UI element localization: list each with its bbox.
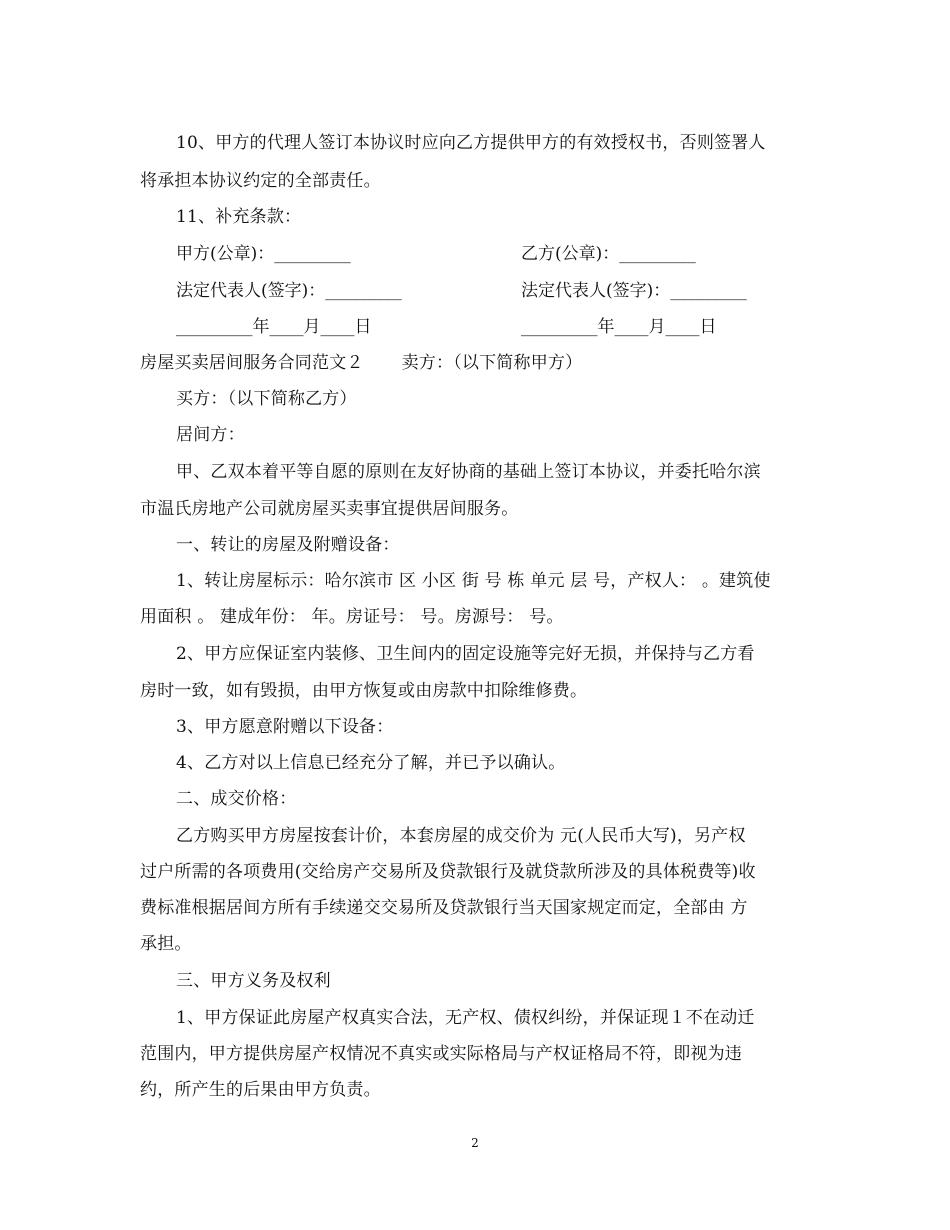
paragraph-line: 范围内，甲方提供房屋产权情况不真实或实际格局与产权证格局不符，即视为违 xyxy=(140,1044,742,1064)
paragraph-line: 3、甲方愿意附赠以下设备： xyxy=(176,717,394,737)
paragraph-line: 1、转让房屋标示：哈尔滨市 区 小区 街 号 栋 单元 层 号，产权人： 。建筑使 xyxy=(176,571,771,591)
page-number: 2 xyxy=(471,1136,479,1150)
paragraph-line: 房时一致，如有毁损，由甲方恢复或由房款中扣除维修费。 xyxy=(140,681,588,701)
paragraph-line: 将承担本协议约定的全部责任。 xyxy=(140,171,381,191)
paragraph-line: 甲、乙双本着平等自愿的原则在友好协商的基础上签订本协议，并委托哈尔滨 xyxy=(176,462,761,482)
seller-label: 卖方：（以下简称甲方） xyxy=(401,353,583,373)
paragraph-line: 过户所需的各项费用(交给房产交易所及贷款银行及就贷款所涉及的具体税费等)收 xyxy=(140,862,756,882)
section-heading: 一、转让的房屋及附赠设备： xyxy=(176,535,400,555)
party-b-representative-field: 法定代表人(签字)：_________ xyxy=(521,281,747,301)
intermediary-label: 居间方： xyxy=(176,425,245,445)
paragraph-line: 市温氏房地产公司就房屋买卖事宜提供居间服务。 xyxy=(140,499,519,519)
section-heading: 二、成交价格： xyxy=(176,789,297,809)
party-b-seal-field: 乙方(公章)：_________ xyxy=(521,244,696,264)
section-heading: 11、补充条款： xyxy=(176,207,302,227)
paragraph-line: 2、甲方应保证室内装修、卫生间内的固定设施等完好无损，并保持与乙方看 xyxy=(176,644,755,664)
party-b-date-field: _________年____月____日 xyxy=(521,317,717,337)
paragraph-line: 用面积 。 建成年份： 年。房证号： 号。房源号： 号。 xyxy=(140,607,564,627)
party-a-representative-field: 法定代表人(签字)：_________ xyxy=(176,281,402,301)
paragraph-line: 1、甲方保证此房屋产权真实合法，无产权、债权纠纷，并保证现１不在动迁 xyxy=(176,1008,755,1028)
paragraph-line: 承担。 xyxy=(140,934,192,954)
party-a-date-field: _________年____月____日 xyxy=(176,317,372,337)
paragraph-line: 乙方购买甲方房屋按套计价，本套房屋的成交价为 元(人民币大写)，另产权 xyxy=(176,826,746,846)
section-heading: 三、甲方义务及权利 xyxy=(176,971,331,991)
party-a-seal-field: 甲方(公章)：_________ xyxy=(176,244,351,264)
buyer-label: 买方：（以下简称乙方） xyxy=(176,389,357,409)
paragraph-line: 10、甲方的代理人签订本协议时应向乙方提供甲方的有效授权书，否则签署人 xyxy=(176,133,766,153)
contract-title: 房屋买卖居间服务合同范文２ xyxy=(140,353,364,373)
paragraph-line: 4、乙方对以上信息已经充分了解，并已予以确认。 xyxy=(176,753,566,773)
contract-title-line xyxy=(140,352,582,374)
paragraph-line: 约，所产生的后果由甲方负责。 xyxy=(140,1080,381,1100)
paragraph-line: 费标准根据居间方所有手续递交交易所及贷款银行当天国家规定而定，全部由 方 xyxy=(140,898,748,918)
